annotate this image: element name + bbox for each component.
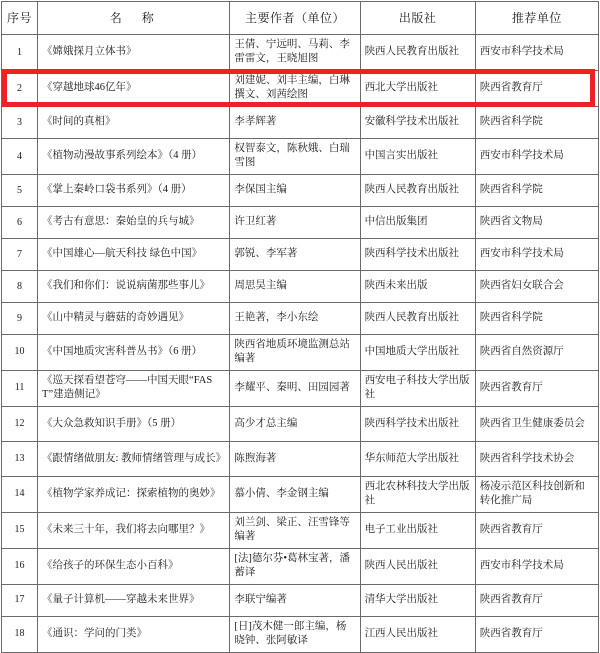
cell-index: 16 (2, 548, 38, 584)
cell-authors: 周思昊主编 (230, 270, 360, 302)
cell-publisher: 西安电子科技大学出版社 (360, 370, 475, 406)
cell-recommender: 陕西省教育厅 (475, 584, 598, 616)
cell-title: 《跟情绪做朋友: 教师情绪管理与成长》 (38, 441, 230, 476)
cell-index: 1 (2, 35, 38, 71)
column-header-title: 名 称 (38, 2, 230, 35)
cell-authors: 刘建妮、刘丰主编，白琳撰文、刘茜绘图 (230, 70, 360, 106)
table-row (2, 238, 599, 270)
cell-publisher: 陕西科学技术出版社 (360, 238, 475, 270)
cell-recommender: 西安市科学技术局 (475, 548, 598, 584)
table-row (2, 302, 599, 334)
cell-authors: 李保国主编 (230, 174, 360, 206)
table-header (2, 2, 599, 35)
cell-authors: 慕小倩、李金钢主编 (230, 476, 360, 512)
cell-recommender: 西安市科学技术局 (475, 238, 598, 270)
cell-title: 《山中精灵与蘑菇的奇妙遇见》 (38, 302, 230, 334)
table-row (2, 406, 599, 441)
cell-authors: 刘兰剑、梁正、汪雪锋等编著 (230, 512, 360, 548)
cell-index: 5 (2, 174, 38, 206)
table-row (2, 584, 599, 616)
cell-authors: 高少才总主编 (230, 406, 360, 441)
cell-index: 14 (2, 476, 38, 512)
cell-recommender: 陕西省教育厅 (475, 616, 598, 652)
cell-recommender: 陕西省科学院 (475, 174, 598, 206)
cell-index: 10 (2, 334, 38, 370)
cell-recommender: 陕西省教育厅 (475, 512, 598, 548)
cell-index: 18 (2, 616, 38, 652)
cell-index: 13 (2, 441, 38, 476)
table-row (2, 548, 599, 584)
cell-authors: 许卫红著 (230, 206, 360, 238)
cell-recommender: 陕西省科学院 (475, 106, 598, 138)
table-body (2, 35, 599, 653)
cell-index: 3 (2, 106, 38, 138)
cell-index: 11 (2, 370, 38, 406)
cell-publisher: 陕西人民教育出版社 (360, 35, 475, 71)
table-header-row (2, 2, 599, 35)
cell-title: 《我们和你们：说说病菌那些事儿》 (38, 270, 230, 302)
cell-title: 《时间的真相》 (38, 106, 230, 138)
cell-authors: 李耀平、秦明、田园园著 (230, 370, 360, 406)
cell-index: 9 (2, 302, 38, 334)
cell-authors: 郭锐、李军著 (230, 238, 360, 270)
cell-recommender: 陕西省自然资源厅 (475, 334, 598, 370)
column-header-authors: 主要作者（单位） (230, 2, 360, 35)
cell-index: 17 (2, 584, 38, 616)
column-header-index: 序号 (2, 2, 38, 35)
cell-title: 《给孩子的环保生态小百科》 (38, 548, 230, 584)
cell-publisher: 江西人民出版社 (360, 616, 475, 652)
cell-publisher: 中信出版集团 (360, 206, 475, 238)
cell-title: 《植物学家养成记：探索植物的奥妙》 (38, 476, 230, 512)
column-header-publisher: 出版社 (360, 2, 475, 35)
cell-publisher: 清华大学出版社 (360, 584, 475, 616)
cell-publisher: 中国地质大学出版社 (360, 334, 475, 370)
cell-authors: 陈煦海著 (230, 441, 360, 476)
cell-publisher: 华东师范大学出版社 (360, 441, 475, 476)
table-row (2, 270, 599, 302)
cell-title: 《未来三十年，我们将去向哪里？》 (38, 512, 230, 548)
cell-index: 12 (2, 406, 38, 441)
cell-index: 6 (2, 206, 38, 238)
cell-publisher: 陕西人民教育出版社 (360, 302, 475, 334)
table-row (2, 370, 599, 406)
cell-authors: 王艳著，李小东绘 (230, 302, 360, 334)
table-row (2, 70, 599, 106)
cell-authors: 陕西省地质环境监测总站编著 (230, 334, 360, 370)
cell-recommender: 杨凌示范区科技创新和转化推广局 (475, 476, 598, 512)
table-row (2, 35, 599, 71)
cell-recommender: 西安市科学技术局 (475, 35, 598, 71)
cell-publisher: 陕西人民出版社 (360, 548, 475, 584)
table-row (2, 106, 599, 138)
cell-publisher: 中国言实出版社 (360, 138, 475, 174)
cell-authors: [日]茂木健一郎主编，杨晓钟、张阿敏译 (230, 616, 360, 652)
cell-publisher: 电子工业出版社 (360, 512, 475, 548)
cell-index: 15 (2, 512, 38, 548)
column-header-recommender: 推荐单位 (475, 2, 598, 35)
recommended-books-table (1, 1, 599, 653)
table-row (2, 476, 599, 512)
table-row (2, 441, 599, 476)
cell-title: 《嫦娥探月立体书》 (38, 35, 230, 71)
cell-recommender: 陕西省文物局 (475, 206, 598, 238)
cell-publisher: 安徽科学技术出版社 (360, 106, 475, 138)
cell-authors: 权智泰文，陈秋娥、白瑞雪图 (230, 138, 360, 174)
table-row (2, 512, 599, 548)
cell-title: 《植物动漫故事系列绘本》（4 册） (38, 138, 230, 174)
cell-authors: 李孝辉著 (230, 106, 360, 138)
cell-index: 4 (2, 138, 38, 174)
cell-recommender: 陕西省卫生健康委员会 (475, 406, 598, 441)
cell-publisher: 陕西人民教育出版社 (360, 174, 475, 206)
cell-publisher: 西北农林科技大学出版社 (360, 476, 475, 512)
cell-authors: [法]德尔芬•葛林宝著，潘蓄译 (230, 548, 360, 584)
cell-index: 8 (2, 270, 38, 302)
table-row (2, 174, 599, 206)
cell-title: 《掌上秦岭口袋书系列》（4 册） (38, 174, 230, 206)
cell-authors: 王倩、宁远明、马莉、李雷雷文，王晓旭图 (230, 35, 360, 71)
cell-recommender: 西安市科学技术局 (475, 138, 598, 174)
book-list-table-container (0, 1, 600, 647)
cell-recommender: 陕西省科学院 (475, 302, 598, 334)
cell-recommender: 陕西省教育厅 (475, 370, 598, 406)
cell-publisher: 陕西科学技术出版社 (360, 406, 475, 441)
table-row (2, 334, 599, 370)
cell-title: 《巡天探看望苍穹——中国天眼“FAST”建造侧记》 (38, 370, 230, 406)
table-row (2, 138, 599, 174)
table-row (2, 616, 599, 652)
cell-title: 《考古有意思：秦始皇的兵与城》 (38, 206, 230, 238)
cell-recommender: 陕西省妇女联合会 (475, 270, 598, 302)
cell-recommender: 陕西省教育厅 (475, 70, 598, 106)
cell-title: 《通识：学问的门类》 (38, 616, 230, 652)
cell-publisher: 陕西未来出版 (360, 270, 475, 302)
cell-title: 《大众急救知识手册》（5 册） (38, 406, 230, 441)
cell-title: 《中国地质灾害科普丛书》（6 册） (38, 334, 230, 370)
cell-recommender: 陕西省科学技术协会 (475, 441, 598, 476)
cell-title: 《量子计算机——穿越未来世界》 (38, 584, 230, 616)
cell-authors: 李联宁编著 (230, 584, 360, 616)
table-row (2, 206, 599, 238)
cell-publisher: 西北大学出版社 (360, 70, 475, 106)
cell-index: 7 (2, 238, 38, 270)
cell-index: 2 (2, 70, 38, 106)
cell-title: 《中国雄心—航天科技 绿色中国》 (38, 238, 230, 270)
cell-title: 《穿越地球46亿年》 (38, 70, 230, 106)
